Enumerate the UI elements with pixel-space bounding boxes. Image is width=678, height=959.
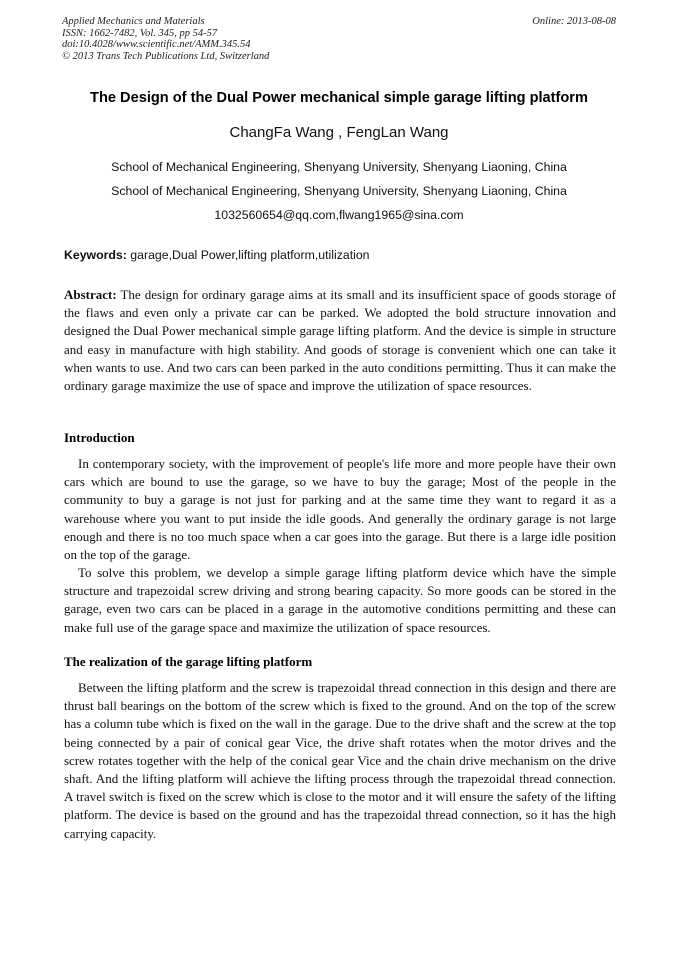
online-date: Online: 2013-08-08	[532, 16, 616, 27]
journal-name: Applied Mechanics and Materials	[62, 16, 205, 27]
abstract-label: Abstract:	[64, 287, 117, 302]
introduction-heading: Introduction	[64, 430, 135, 445]
abstract-text: The design for ordinary garage aims at its small and its insufficient space of goods storage of the flaws and even only a private car can be parked. We adopted the bold structure innovation and designed the Dual Power mechanical simple garage lifting platform. And the device is simple in structure and easy in manufacture with high stability. And goods of storage is convenient which one can take it when wants to use. And two cars can been parked in the auto conditions permitting. Thus it can make the ordinary garage maximize the use of space and improve the utilization of space resources.	[64, 287, 616, 394]
introduction-paragraph-1: In contemporary society, with the improvement of people's life more and more people have their own cars which are bound to use the garage, so we have to buy the garage; Most of the people in the community to buy a garage is not just for parking and at the same time they want to regard it as a warehouse where you want to put inside the idle goods. And generally the ordinary garage is not large enough and there is no too much space when a car goes into the garage. But there is a large idle position on the top of the garage.	[64, 456, 616, 563]
keywords	[64, 248, 616, 262]
abstract	[64, 286, 616, 395]
issn-line: ISSN: 1662-7482, Vol. 345, pp 54-57	[62, 27, 218, 39]
keywords-text: garage,Dual Power,lifting platform,utilization	[126, 248, 370, 262]
realization-paragraph-1: Between the lifting platform and the screw is trapezoidal thread connection in this design and there are thrust ball bearings on the bottom of the screw which is fixed to the ground. And on the top of the screw has a column tube which is fixed on the wall in the garage. Due to the drive shaft and the screw at the top being connected by a pair of conical gear Vice, the drive shaft rotates when the motor drives and the screw rotates together with the help of the conical gear Vice and the chain drive mechanism on the drive shaft. And the lifting platform will achieve the lifting process through the trapezoidal thread connection. A travel switch is fixed on the screw which is close to the motor and it will ensure the safety of the lifting platform. The device is based on the ground and has the trapezoidal thread connection, so it has the high carrying capacity.	[64, 680, 616, 841]
affiliation-2: School of Mechanical Engineering, Shenyang University, Shenyang Liaoning, China	[111, 184, 567, 198]
paper-authors: ChangFa Wang , FengLan Wang	[229, 124, 449, 141]
paper-title: The Design of the Dual Power mechanical simple garage lifting platform	[90, 90, 588, 106]
realization-heading: The realization of the garage lifting platform	[64, 654, 313, 669]
journal-header	[62, 16, 616, 62]
copyright-line: © 2013 Trans Tech Publications Ltd, Switzerland	[62, 50, 270, 62]
affiliation-1: School of Mechanical Engineering, Shenyang University, Shenyang Liaoning, China	[111, 160, 567, 174]
keywords-label: Keywords:	[64, 248, 127, 262]
doi-line: doi:10.4028/www.scientific.net/AMM.345.54	[62, 39, 251, 51]
introduction-paragraph-2: To solve this problem, we develop a simple garage lifting platform device which have the simple structure and trapezoidal screw driving and strong bearing capacity. So more goods can be stored in the garage, even two cars can be placed in a garage in the automotive conditions permitting and these can make full use of the garage space and maximize the utilization of space resources.	[64, 565, 616, 635]
author-emails: 1032560654@qq.com,flwang1965@sina.com	[214, 208, 464, 222]
